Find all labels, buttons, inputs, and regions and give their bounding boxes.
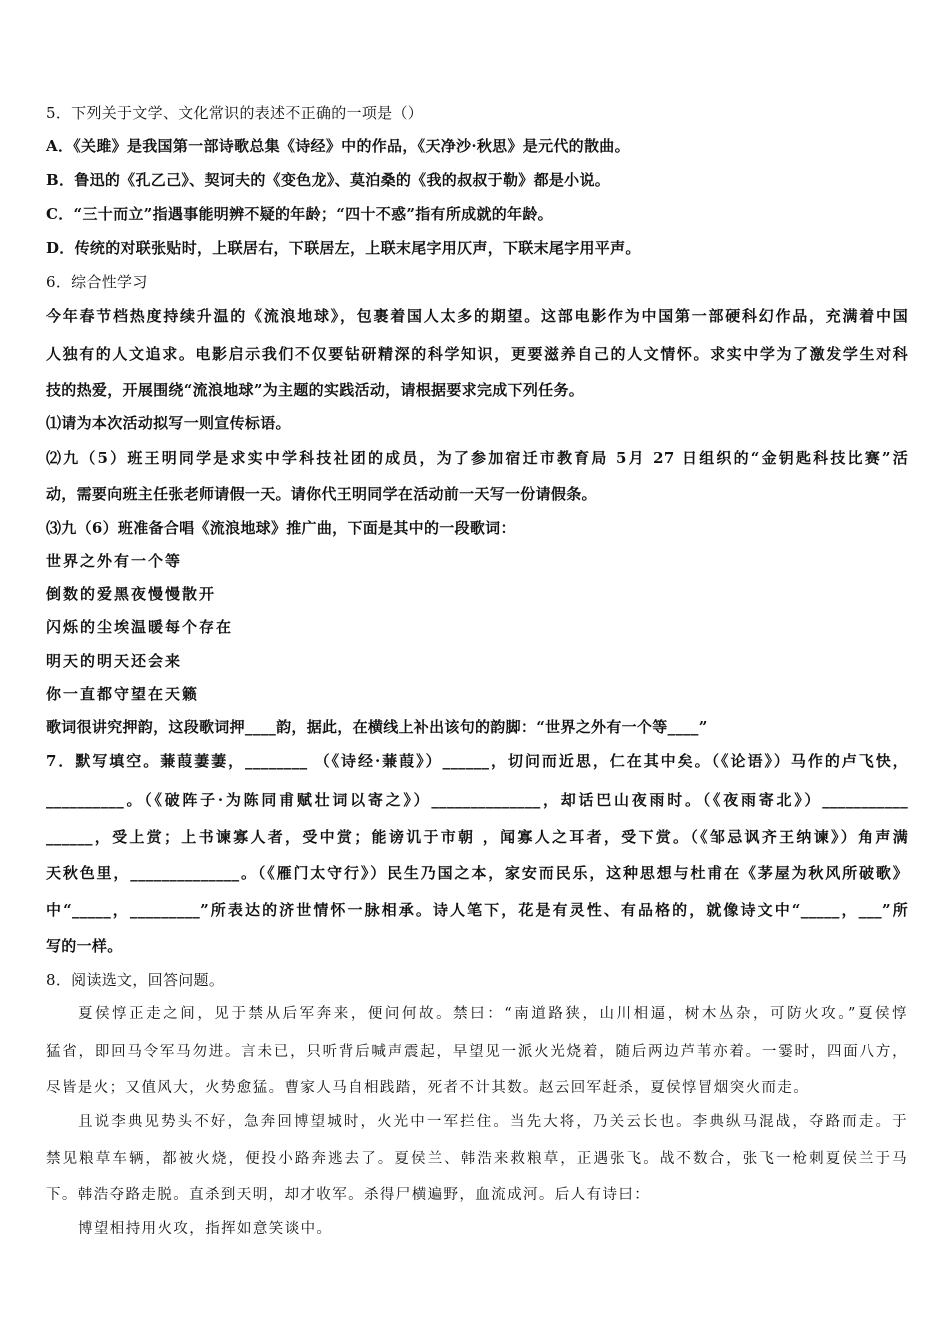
q6-intro-line: 技的热爱，开展围绕“流浪地球”为主题的实践活动，请根据要求完成下列任务。 (46, 381, 585, 399)
q8-passage-line: 且说李典见势头不好，急奔回博望城时，火光中一军拦住。当先大将，乃关云长也。李典纵马混战，夺路而走。于 (78, 1114, 908, 1130)
q7-line: 天秋色里，______________。（《雁门太守行》）民生乃国之本，家安而民乐，这种思想与杜甫在《茅屋为秋风所破歌》 (46, 864, 908, 882)
q7-line: 中“_____，_________”所表达的济世情怀一脉相承。诗人笔下，花是有灵性、有品格的，就像诗文中“_____，___”所 (46, 901, 908, 919)
q6-intro-line: 今年春节档热度持续升温的《流浪地球》，包裹着国人太多的期望。这部电影作为中国第一部硬科幻作品，充满着中国 (46, 307, 908, 325)
q8-passage-line: 禁见粮草车辆，都被火烧，便投小路奔逃去了。夏侯兰、韩浩来救粮草，正遇张飞。战不数合，张飞一枪刺夏侯兰于马 (46, 1151, 908, 1167)
q8-passage-line: 下。韩浩夺路走脱。直杀到天明，却才收军。杀得尸横遍野，血流成河。后人有诗曰： (46, 1187, 651, 1203)
q7-line: __________。（《破阵子·为陈同甫赋壮词以寄之》）______________，却话巴山夜雨时。（《夜雨寄北》）___________ (46, 791, 908, 809)
lyric-line: 倒数的爱黑夜慢慢散开 (46, 585, 217, 603)
q6-task-3: ⑶九（6）班准备合唱《流浪地球》推广曲，下面是其中的一段歌词： (46, 519, 516, 537)
q6-task-2-line: 动，需要向班主任张老师请假一天。请你代王明同学在活动前一天写一份请假条。 (46, 485, 597, 503)
q7-line: 7．默写填空。蒹葭萋萋，________ （《诗经·蒹葭》）______，切问而近思，仁在其中矣。（《论语》）马作的卢飞快， (46, 752, 908, 770)
lyric-line: 明天的明天还会来 (46, 652, 183, 670)
lyric-line: 你一直都守望在天籁 (46, 685, 200, 703)
q8-stem: 8．阅读选文，回答问题。 (46, 971, 225, 989)
q8-passage-line: 尽皆是火；又值风大，火势愈猛。曹家人马自相践踏，死者不计其数。赵云回军赶杀，夏侯惇冒烟突火而走。 (46, 1080, 810, 1096)
q5-option-d: D．传统的对联张贴时，上联居右，下联居左，上联末尾字用仄声，下联末尾字用平声。 (46, 239, 641, 257)
q8-poem-line: 博望相持用火攻，指挥如意笑谈中。 (78, 1221, 333, 1237)
q6-rhyme-question: 歌词很讲究押韵，这段歌词押____韵，据此，在横线上补出该句的韵脚：“世界之外有一个等____” (46, 718, 708, 736)
q6-task-2-line: ⑵九（5）班王明同学是求实中学科技社团的成员，为了参加宿迁市教育局 5月 27 日组织的“金钥匙科技比赛”活 (46, 449, 908, 467)
q8-passage-line: 夏侯惇正走之间，见于禁从后军奔来，便问何故。禁曰：“南道路狭，山川相逼，树木丛杂，可防火攻。”夏侯惇 (78, 1006, 908, 1022)
q5-stem: 5．下列关于文学、文化常识的表述不正确的一项是（） (46, 104, 424, 122)
lyric-line: 世界之外有一个等 (46, 552, 183, 570)
q5-option-b: B．鲁迅的《孔乙己》、契诃夫的《变色龙》、莫泊桑的《我的叔叔于勒》都是小说。 (46, 171, 611, 189)
q6-stem: 6．综合性学习 (46, 273, 148, 291)
q8-passage-line: 猛省，即回马令军马勿进。言未已，只听背后喊声震起，早望见一派火光烧着，随后两边芦苇亦着。一霎时，四面八方， (46, 1044, 908, 1060)
q7-line: 写的一样。 (46, 937, 123, 955)
q6-task-1: ⑴请为本次活动拟写一则宣传标语。 (46, 414, 291, 432)
lyric-line: 闪烁的尘埃温暖每个存在 (46, 618, 234, 636)
q5-option-c: C．“三十而立”指遇事能明辨不疑的年龄；“四十不惑”指有所成就的年龄。 (46, 205, 553, 223)
q7-line: ______，受上赏；上书谏寡人者，受中赏；能谤讥于市朝 ，闻寡人之耳者，受下赏。（《邹忌讽齐王纳谏》）角声满 (46, 828, 908, 846)
q5-option-a: A．《关雎》是我国第一部诗歌总集《诗经》中的作品，《天净沙·秋思》是元代的散曲。 (46, 137, 630, 155)
q6-intro-line: 人独有的人文追求。电影启示我们不仅要钻研精深的科学知识，更要滋养自己的人文情怀。求实中学为了激发学生对科 (46, 345, 908, 363)
